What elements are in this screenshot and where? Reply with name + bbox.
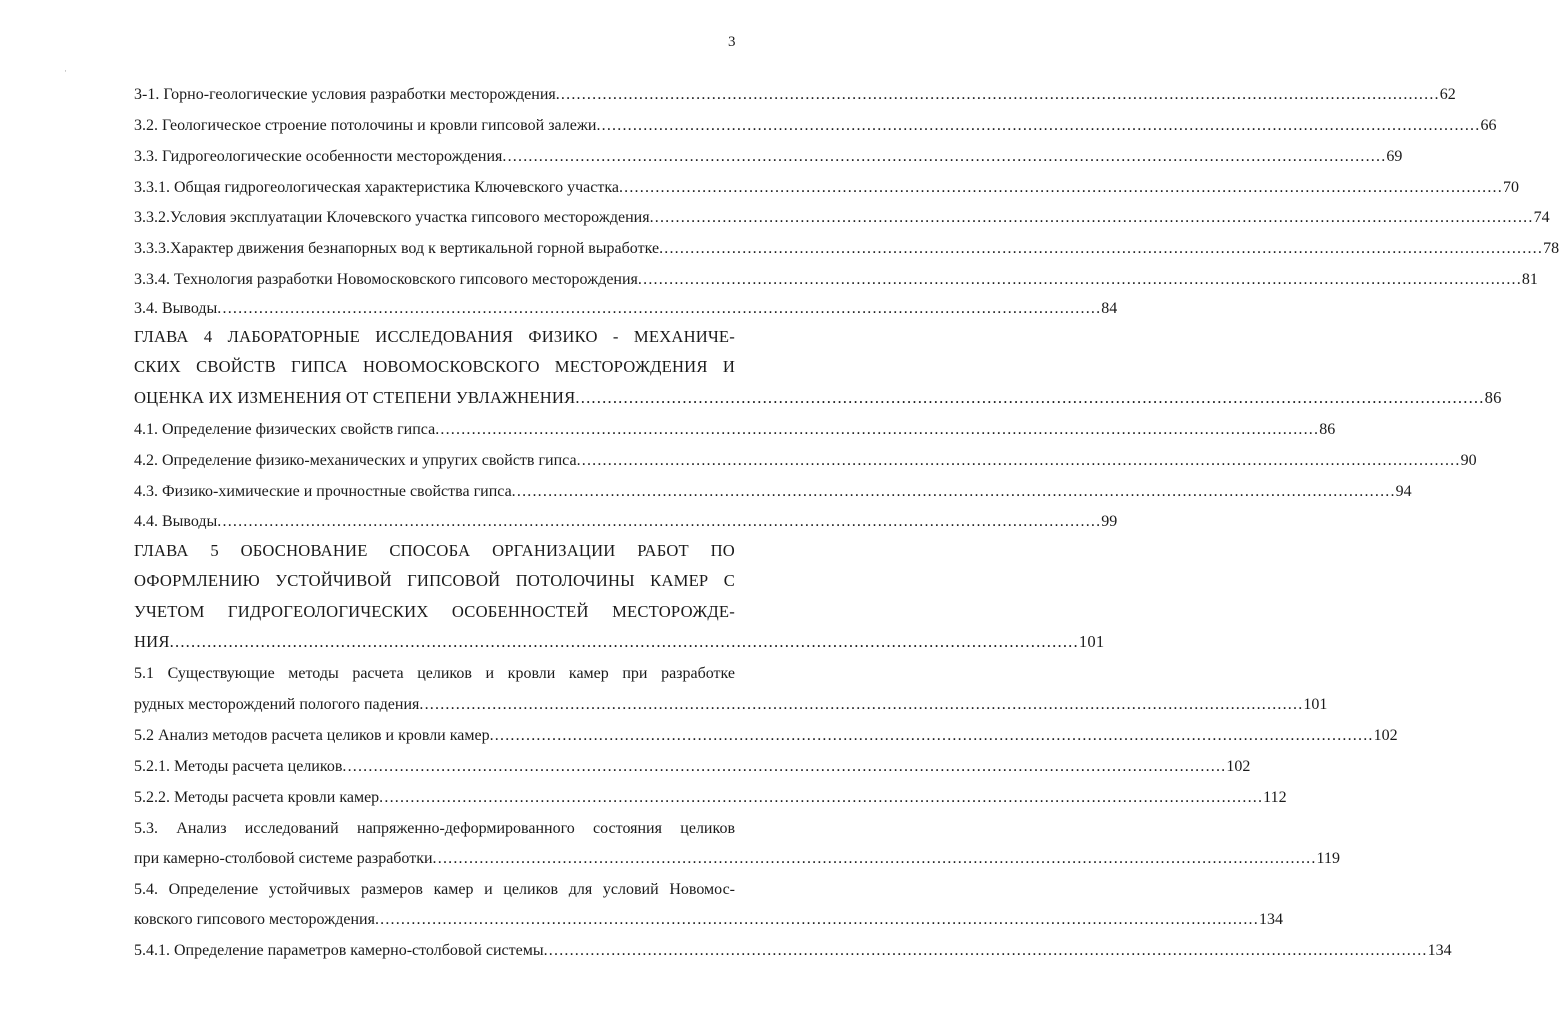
toc-entry-title: НИЯ <box>134 632 170 651</box>
toc-entry-title: 3.3.4. Технология разработки Новомосковского гипсового месторождения <box>134 271 638 288</box>
toc-entry <box>134 511 1118 533</box>
toc-entry-page: 74 <box>1533 209 1550 226</box>
toc-dot-leader: .......................................................................................................................................................................... <box>596 117 1481 134</box>
toc-entry-title: 3.2. Геологическое строение потолочины и кровли гипсовой залежи <box>134 117 597 134</box>
toc-entry-title: 5.4.1. Определение параметров камерно-столбовой системы <box>134 942 544 959</box>
page-number: 3 <box>728 34 736 50</box>
toc-entry-page: 69 <box>1386 148 1403 165</box>
toc-chapter-heading: СКИХ СВОЙСТВ ГИПСА НОВОМОСКОВСКОГО МЕСТОРОЖДЕНИЯ И <box>134 357 735 376</box>
toc-entry-title: 5.2.1. Методы расчета целиков <box>134 758 343 775</box>
toc-entry-page: 101 <box>1303 696 1328 713</box>
toc-dot-leader: .......................................................................................................................................................................... <box>618 179 1503 196</box>
toc-entry <box>134 146 1403 168</box>
toc-entry-title: 5.2.2. Методы расчета кровли камер <box>134 789 380 806</box>
toc-entry <box>134 177 1519 199</box>
toc-entry-title: 3.3.1. Общая гидрогеологическая характеристика Ключевского участка <box>134 179 619 196</box>
toc-entry-page: 86 <box>1319 421 1336 438</box>
toc-dot-leader: .......................................................................................................................................................................... <box>502 148 1387 165</box>
toc-entry <box>134 631 1105 653</box>
toc-dot-leader: .......................................................................................................................................................................... <box>659 240 1544 257</box>
toc-entry-page: 90 <box>1460 452 1477 469</box>
toc-entry-page: 134 <box>1427 942 1452 959</box>
toc-entry-page: 134 <box>1258 911 1283 928</box>
toc-entry-title: 5.1 Существующие методы расчета целиков и кровли камер при разработке <box>134 665 735 682</box>
toc-entry <box>134 787 1287 809</box>
toc-entry <box>134 298 1118 320</box>
toc-entry <box>134 419 1336 441</box>
toc-chapter-heading: ГЛАВА 4 ЛАБОРАТОРНЫЕ ИССЛЕДОВАНИЯ ФИЗИКО - МЕХАНИЧЕ- <box>134 327 735 346</box>
toc-entry-page: 81 <box>1521 271 1538 288</box>
toc-dot-leader: .......................................................................................................................................................................... <box>169 632 1079 651</box>
toc-dot-leader: .......................................................................................................................................................................... <box>217 513 1102 530</box>
toc-entry-page: 102 <box>1226 758 1251 775</box>
toc-dot-leader: .......................................................................................................................................................................... <box>511 483 1396 500</box>
toc-entry-title: 3.3. Гидрогеологические особенности месторождения <box>134 148 503 165</box>
toc-entry <box>134 115 1497 137</box>
toc-entry <box>134 269 1538 291</box>
toc-entry <box>134 940 1452 962</box>
toc-entry-page: 99 <box>1101 513 1118 530</box>
toc-entry-page: 84 <box>1101 300 1118 317</box>
toc-dot-leader: .......................................................................................................................................................................... <box>575 388 1485 407</box>
toc-entry-title: рудных месторождений пологого падения <box>134 696 420 713</box>
toc-entry <box>134 909 1283 931</box>
toc-entry-title: 3.4. Выводы <box>134 300 218 317</box>
toc-entry-page: 70 <box>1502 179 1519 196</box>
toc-dot-leader: .......................................................................................................................................................................... <box>374 911 1259 928</box>
toc-entry-page: 94 <box>1395 483 1412 500</box>
toc-chapter-heading: ОФОРМЛЕНИЮ УСТОЙЧИВОЙ ГИПСОВОЙ ПОТОЛОЧИНЫ КАМЕР С <box>134 571 735 590</box>
toc-entry-page: 112 <box>1263 789 1287 806</box>
toc-entry-page: 102 <box>1373 727 1398 744</box>
toc-entry-title: ОЦЕНКА ИХ ИЗМЕНЕНИЯ ОТ СТЕПЕНИ УВЛАЖНЕНИЯ <box>134 388 576 407</box>
toc-dot-leader: .......................................................................................................................................................................... <box>217 300 1102 317</box>
toc-dot-leader: .......................................................................................................................................................................... <box>342 758 1227 775</box>
toc-entry-page: 86 <box>1484 388 1502 407</box>
toc-entry <box>134 694 1328 716</box>
toc-dot-leader: .......................................................................................................................................................................... <box>543 942 1428 959</box>
toc-entry-title: 4.2. Определение физико-механических и упругих свойств гипса <box>134 452 577 469</box>
toc-entry <box>134 207 1550 229</box>
toc-entry-title: 4.4. Выводы <box>134 513 218 530</box>
toc-entry <box>134 481 1412 503</box>
toc-entry <box>134 238 1559 260</box>
toc-entry <box>134 848 1340 870</box>
toc-dot-leader: .......................................................................................................................................................................... <box>649 209 1534 226</box>
toc-entry-title: 3.3.3.Характер движения безнапорных вод к вертикальной горной выработке <box>134 240 660 257</box>
toc-chapter-heading: УЧЕТОМ ГИДРОГЕОЛОГИЧЕСКИХ ОСОБЕННОСТЕЙ МЕСТОРОЖДЕ- <box>134 602 735 621</box>
toc-entry-page: 119 <box>1316 850 1340 867</box>
toc-entry-page: 66 <box>1480 117 1497 134</box>
toc-entry-title: 4.1. Определение физических свойств гипса <box>134 421 436 438</box>
toc-dot-leader: .......................................................................................................................................................................... <box>489 727 1374 744</box>
toc-entry-title: 3.3.2.Условия эксплуатации Клочевского участка гипсового месторождения <box>134 209 650 226</box>
toc-entry-title: 4.3. Физико-химические и прочностные свойства гипса <box>134 483 512 500</box>
toc-dot-leader: .......................................................................................................................................................................... <box>379 789 1264 806</box>
toc-entry-page: 101 <box>1078 632 1105 651</box>
toc-chapter-heading: ГЛАВА 5 ОБОСНОВАНИЕ СПОСОБА ОРГАНИЗАЦИИ РАБОТ ПО <box>134 541 735 560</box>
toc-entry-page: 78 <box>1543 240 1559 257</box>
toc-entry <box>134 84 1456 106</box>
scan-speck: · <box>64 66 67 76</box>
toc-dot-leader: .......................................................................................................................................................................... <box>435 421 1320 438</box>
toc-entry-page: 62 <box>1439 86 1456 103</box>
toc-entry-title: ковского гипсового месторождения <box>134 911 375 928</box>
toc-entry-title: 5.2 Анализ методов расчета целиков и кровли камер <box>134 727 490 744</box>
toc-dot-leader: .......................................................................................................................................................................... <box>432 850 1317 867</box>
toc-entry-title: 3-1. Горно-геологические условия разработки месторождения <box>134 86 556 103</box>
toc-entry-title: 5.4. Определение устойчивых размеров камер и целиков для условий Новомос- <box>134 881 735 898</box>
toc-dot-leader: .......................................................................................................................................................................... <box>419 696 1304 713</box>
toc-entry-title: 5.3. Анализ исследований напряженно-деформированного состояния целиков <box>134 820 735 837</box>
toc-entry-title: при камерно-столбовой системе разработки <box>134 850 433 867</box>
toc-entry <box>134 450 1477 472</box>
toc-entry <box>134 725 1398 747</box>
toc-entry <box>134 756 1251 778</box>
toc-dot-leader: .......................................................................................................................................................................... <box>555 86 1440 103</box>
toc-entry <box>134 387 1502 409</box>
toc-dot-leader: .......................................................................................................................................................................... <box>576 452 1461 469</box>
toc-dot-leader: .......................................................................................................................................................................... <box>637 271 1522 288</box>
